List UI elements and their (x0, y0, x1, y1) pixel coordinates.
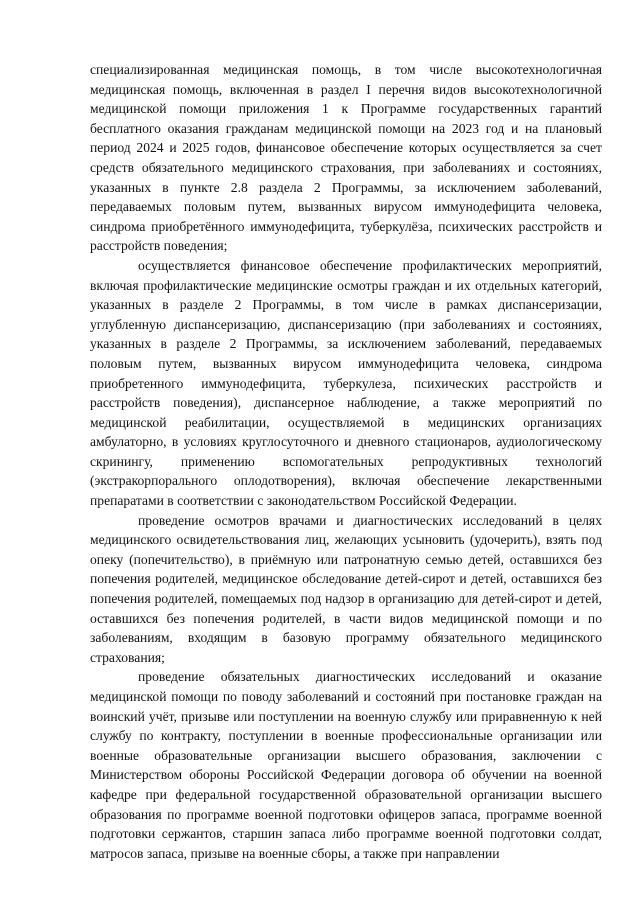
paragraph-preventive-measures: осуществляется финансовое обеспечение профилактических мероприятий, включая профилактические медицинские осмотры граждан и их отдельных категорий, указанных в разделе 2 Программы, в том числе в рамках диспансеризации, углубленную диспансеризацию, диспансеризацию (при заболеваниях и состояниях, указанных в разделе 2 Программы, за исключением заболеваний, передаваемых половым путем, вызванных вирусом иммунодефицита человека, синдрома приобретенного иммунодефицита, туберкулеза, психических расстройств и расстройств поведения), диспансерное наблюдение, а также мероприятий по медицинской реабилитации, осуществляемой в медицинских организациях амбулаторно, в условиях круглосуточного и дневного стационаров, аудиологическому скринингу, применению вспомогательных репродуктивных технологий (экстракорпорального оплодотворения), включая обеспечение лекарственными препаратами в соответствии с законодательством Российской Федерации. (90, 257, 602, 509)
paragraph-military-registration: проведение обязательных диагностических исследований и оказание медицинской помощи по поводу заболеваний и состояний при постановке граждан на воинский учёт, призыве или поступлении на военную службу или приравненную к ней службу по контракту, поступлении в военные профессиональные организации или военные образовательные организации высшего образования, заключении с Министерством обороны Российской Федерации договора об обучении на военной кафедре при федеральной государственной образовательной организации высшего образования по программе военной подготовки офицеров запаса, программе военной подготовки сержантов, старшин запаса либо программе военной подготовки солдат, матросов запаса, призыве на военные сборы, а также при направлении (90, 669, 602, 861)
paragraph-specialized-care: специализированная медицинская помощь, в том числе высокотехнологичная медицинская помощь, включенная в раздел I перечня видов высокотехнологичной медицинской помощи приложения 1 к Программе государственных гарантий бесплатного оказания гражданам медицинской помощи на 2023 год и на плановый период 2024 и 2025 годов, финансовое обеспечение которых осуществляется за счет средств обязательного медицинского страхования, при заболеваниях и состояниях, указанных в пункте 2.8 раздела 2 Программы, за исключением заболеваний, передаваемых половым путем, вызванных вирусом иммунодефицита человека, синдрома приобретённого иммунодефицита, туберкулёза, психических расстройств и расстройств поведения; (90, 62, 602, 254)
paragraph-adoption-examinations: проведение осмотров врачами и диагностических исследований в целях медицинского освидетельствования лиц, желающих усыновить (удочерить), взять под опеку (попечительство), в приёмную или патронатную семью детей, оставшихся без попечения родителей, медицинское обследование детей-сирот и детей, оставшихся без попечения родителей, помещаемых под надзор в организацию для детей-сирот и детей, оставшихся без попечения родителей, в части видов медицинской помощи и по заболеваниям, входящим в базовую программу обязательного медицинского страхования; (90, 512, 602, 665)
document-page (90, 60, 602, 863)
